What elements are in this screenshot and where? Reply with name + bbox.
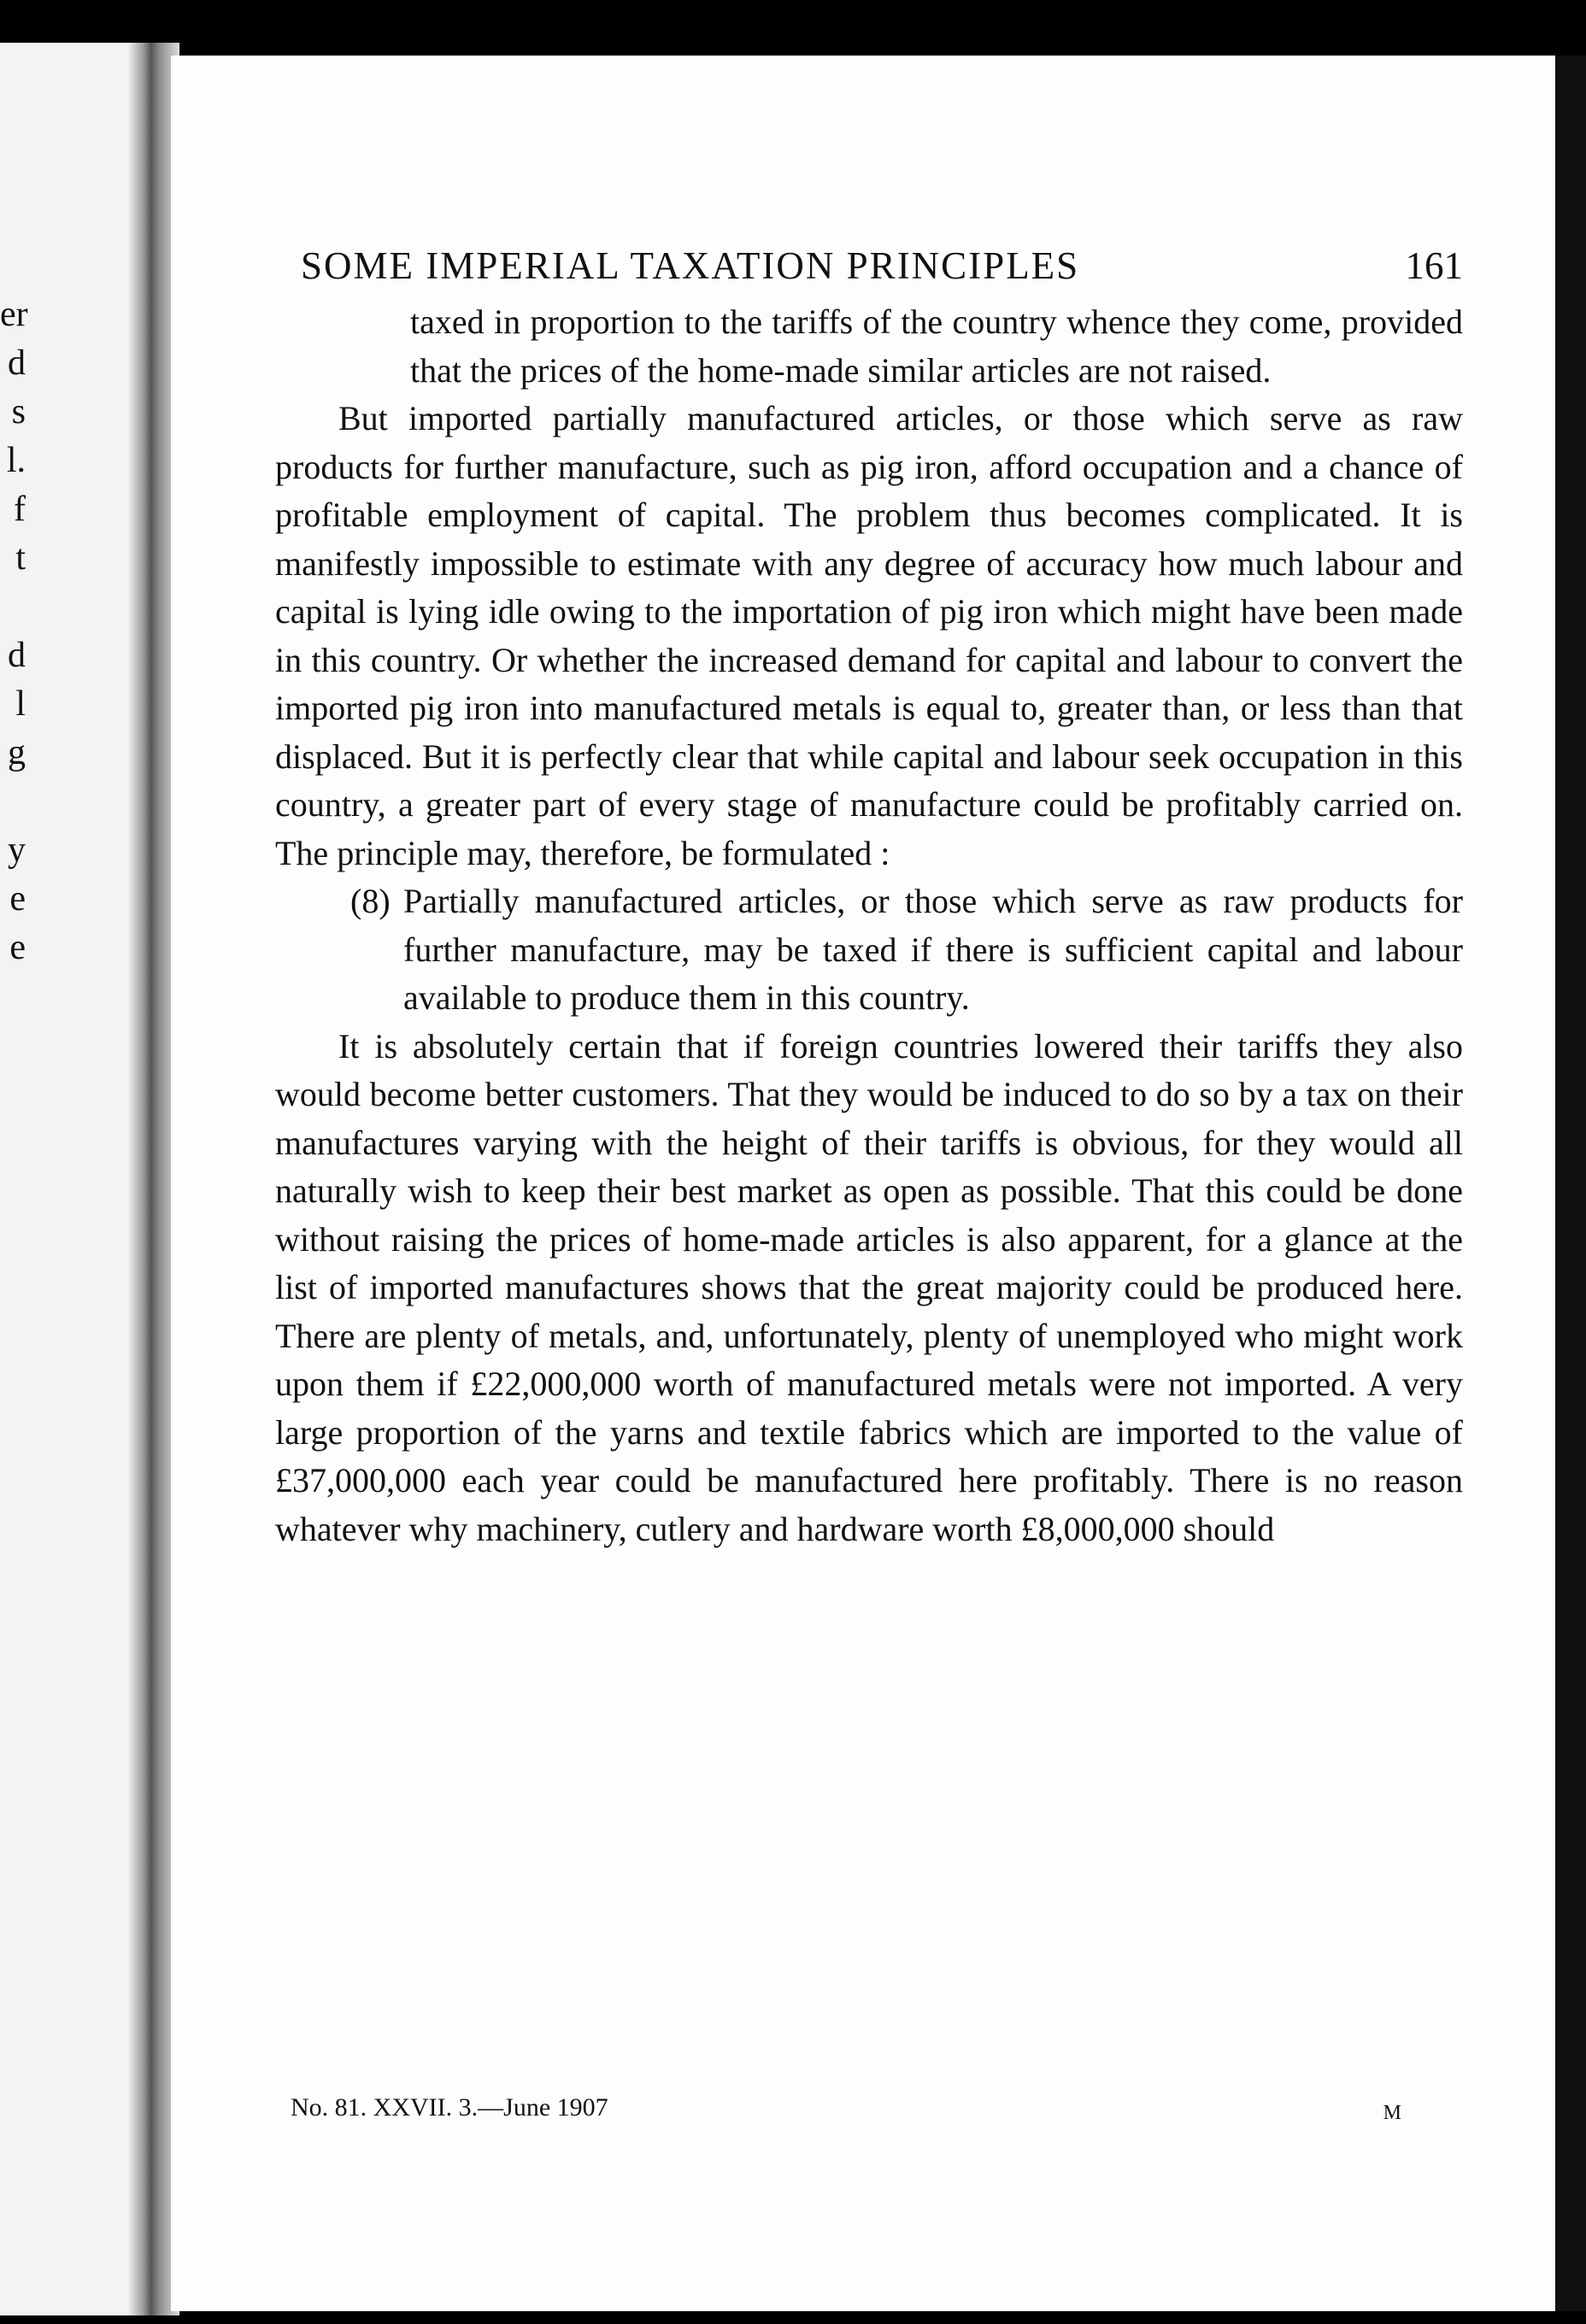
running-title: SOME IMPERIAL TAXATION PRINCIPLES [301,244,1080,287]
edge-letter: f [14,490,26,529]
paragraph: But imported partially manufactured articles, or those which serve as raw products for further manufacture, such as pig iron, afford occupation and a chance of profitable employment of capital. The problem thus becomes complicated. It is manifestly impossible to estimate with any degree of accuracy how much labour and capital is lying idle owing to the importation of pig iron which might have been made in this country. Or whether the increased demand for capital and labour to convert the imported pig iron into manufactured metals is equal to, greater than, or less than that displaced. But it is perfectly clear that while capital and labour seek occupation in this country, a greater part of every stage of manufacture could be profitably carried on. The principle may, therefore, be formulated : [275,399,1463,872]
edge-letter: t [15,538,26,578]
edge-letter: g [8,733,26,772]
edge-letter: s [11,392,26,431]
edge-letter: e [9,879,26,918]
running-head [301,244,1463,288]
edge-letter: y [8,830,26,870]
principle-text: Partially manufactured articles, or those which serve as raw products for further manufacture, may be taxed if there is sufficient capital and labour available to produce them in this country. [403,882,1463,1017]
principle-number: (8) [350,882,391,920]
edge-letter [0,583,26,631]
left-page-edge-letters [0,290,26,972]
edge-letter: l [15,684,26,724]
right-edge-shadow [1555,56,1586,2311]
page-number: 161 [1405,244,1463,287]
edge-letter: er [0,295,28,334]
edge-letter: d [8,636,26,675]
paragraph: It is absolutely certain that if foreign countries lowered their tariffs they also would become better customers. That they would be induced to do so by a tax on their manufactures varying with the height of their tariffs is obvious, for they would all naturally wish to keep their best market as open as possible. That this could be done without raising the prices of home-made articles is also apparent, for a glance at the list of imported manufactures shows that the great majority could be produced here. There are plenty of metals, and, unfortunately, plenty of unemployed who might work upon them if £22,000,000 worth of manufactured metals were not imported. A very large proportion of the yarns and textile fabrics which are imported to the value of £37,000,000 each year could be manufactured here profitably. There is no reason whatever why machinery, cutlery and hardware worth £8,000,000 should [275,1026,1463,1548]
edge-letter: d [8,343,26,383]
page-text-block [275,244,1463,1553]
signature-mark: M [1383,2102,1401,2124]
paragraph-continuation: taxed in proportion to the tariffs of the country whence they come, provided that the prices of the home-made similar articles are not raised. [410,302,1463,390]
page-footer [291,2093,1401,2125]
numbered-principle [350,877,1463,1023]
book-page [171,56,1555,2311]
edge-letter: e [9,928,26,967]
edge-letter [0,778,26,826]
issue-line: No. 81. XXVII. 3.—June 1907 [291,2093,608,2122]
edge-letter: l. [6,441,26,480]
